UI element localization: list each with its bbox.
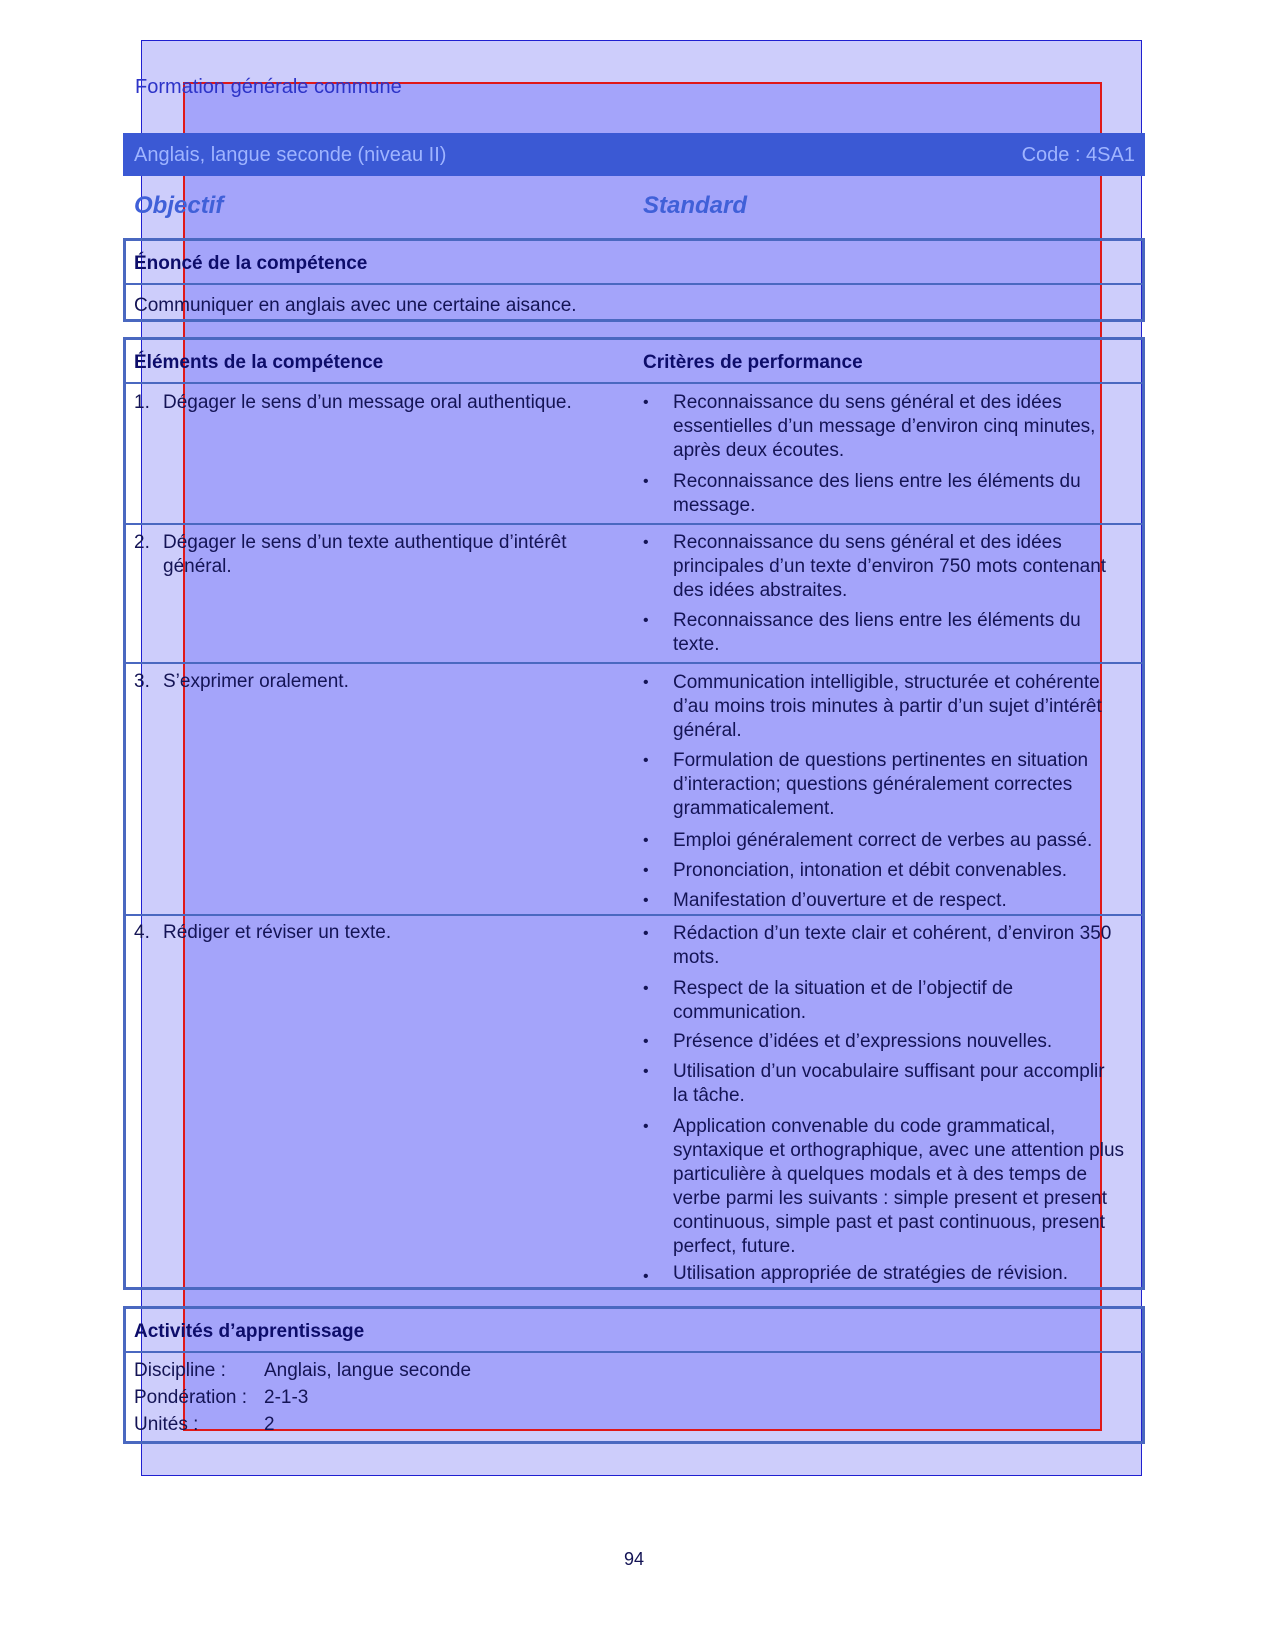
criterion: Manifestation d’ouverture et de respect. — [673, 890, 1007, 911]
bullet-icon: • — [643, 862, 649, 879]
criterion: Respect de la situation et de l’objectif de communication. — [673, 978, 1014, 1023]
ponderation-label: Pondération : — [134, 1387, 248, 1408]
criterion: Utilisation appropriée de stratégies de révision. — [673, 1263, 1068, 1284]
element-text: Dégager le sens d’un message oral authentique. — [163, 392, 572, 413]
bullet-icon: • — [643, 1268, 649, 1285]
bullet-icon: • — [643, 394, 649, 411]
bullet-icon: • — [643, 674, 649, 691]
bullet-icon: • — [643, 980, 649, 997]
criteres-heading: Critères de performance — [643, 352, 863, 373]
unites-label: Unités : — [134, 1414, 199, 1435]
enonce-heading: Énoncé de la compétence — [134, 253, 368, 274]
bullet-icon: • — [643, 473, 649, 490]
criterion: Formulation de questions pertinentes en situation d’interaction; questions généralement correctes grammaticalement. — [673, 750, 1089, 819]
element-number: 1. — [134, 392, 150, 413]
row-divider — [126, 914, 1142, 916]
course-title: Anglais, langue seconde (niveau II) — [134, 144, 447, 166]
criterion: Reconnaissance des liens entre les éléments du texte. — [673, 610, 1081, 655]
bullet-icon: • — [643, 925, 649, 942]
criterion: Emploi généralement correct de verbes au passé. — [673, 830, 1093, 851]
activites-heading: Activités d’apprentissage — [134, 1321, 365, 1342]
row-divider — [126, 523, 1142, 525]
bullet-icon: • — [643, 1063, 649, 1080]
bullet-icon: • — [643, 832, 649, 849]
elements-heading: Éléments de la compétence — [134, 352, 384, 373]
criterion: Prononciation, intonation et débit convenables. — [673, 860, 1067, 881]
standard-heading: Standard — [643, 192, 748, 219]
course-title-bar — [123, 133, 1145, 176]
bullet-icon: • — [643, 892, 649, 909]
ponderation-value: 2-1-3 — [264, 1387, 309, 1408]
criterion: Utilisation d’un vocabulaire suffisant pour accomplir la tâche. — [673, 1061, 1105, 1106]
bullet-icon: • — [643, 752, 649, 769]
element-text: Dégager le sens d’un texte authentique d’intérêt général. — [163, 532, 567, 577]
page-number: 94 — [624, 1549, 645, 1569]
enonce-box — [123, 238, 1145, 322]
criterion: Reconnaissance des liens entre les éléments du message. — [673, 471, 1081, 516]
bullet-icon: • — [643, 534, 649, 551]
course-code: Code : 4SA1 — [1021, 144, 1135, 166]
bullet-icon: • — [643, 1033, 649, 1050]
criterion: Rédaction d’un texte clair et cohérent, d’environ 350 mots. — [673, 923, 1112, 968]
criterion: Communication intelligible, structurée et cohérente d’au moins trois minutes à partir d’un sujet d’intérêt général. — [673, 672, 1102, 741]
element-number: 2. — [134, 532, 150, 553]
criterion: Présence d’idées et d’expressions nouvelles. — [673, 1031, 1053, 1052]
discipline-value: Anglais, langue seconde — [264, 1360, 472, 1381]
unites-value: 2 — [264, 1414, 275, 1435]
activites-box — [123, 1306, 1145, 1444]
element-number: 3. — [134, 671, 150, 692]
element-text: Rédiger et réviser un texte. — [163, 922, 392, 943]
element-text: S’exprimer oralement. — [163, 671, 349, 692]
criterion: Reconnaissance du sens général et des idées essentielles d’un message d’environ cinq minutes, après deux écoutes. — [673, 392, 1096, 461]
criterion: Application convenable du code grammatical, syntaxique et orthographique, avec une attention plus particulière à quelques modals et à des temps de verbe parmi les suivants : simple present et present continuous, simple past et past continuous, present perfect, future. — [673, 1116, 1125, 1257]
bullet-icon: • — [643, 1118, 649, 1135]
element-number: 4. — [134, 922, 150, 943]
row-divider — [126, 662, 1142, 664]
pretitle: Formation générale commune — [135, 76, 402, 98]
criterion: Reconnaissance du sens général et des idées principales d’un texte d’environ 750 mots contenant des idées abstraites. — [673, 532, 1107, 601]
enonce-text: Communiquer en anglais avec une certaine aisance. — [134, 295, 577, 316]
discipline-label: Discipline : — [134, 1360, 226, 1381]
objectif-heading: Objectif — [134, 192, 224, 219]
bullet-icon: • — [643, 612, 649, 629]
